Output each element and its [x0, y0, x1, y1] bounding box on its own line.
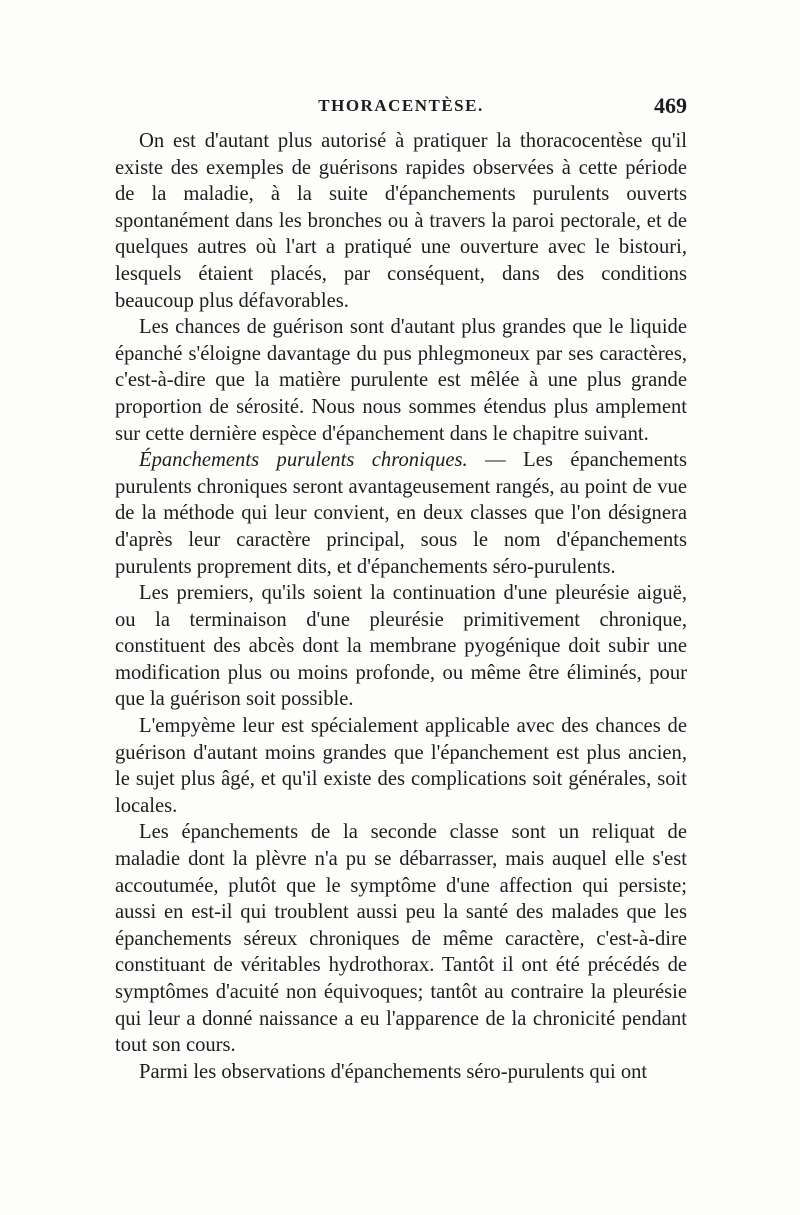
paragraph-3-text: — Les épanchements purulents chroniques seront avantageusement rangés, au point de vue de la méthode qui leur convient, en deux classes que l'on désignera d'après leur caractère principal, sous le nom d'épanchements purulents proprement dits, et d'épanchements séro-purulents. [115, 449, 687, 578]
page-number: 469 [654, 93, 687, 118]
paragraph-6: Les épanchements de la seconde classe sont un reliquat de maladie dont la plèvre n'a pu se débarrasser, mais auquel elle s'est accoutumée, plutôt que le symptôme d'une affection qui persiste; aussi en est-il qui troublent aussi peu la santé des malades que les épanchements séreux chroniques de même caractère, c'est-à-dire constituant de véritables hydrothorax. Tantôt il ont été précédés de symptômes d'acuité non équivoques; tantôt au contraire la pleurésie qui leur a donné naissance a eu l'apparence de la chronicité pendant tout son cours. [115, 821, 687, 1057]
paragraph-3 [115, 447, 687, 580]
body-text [115, 128, 687, 1085]
section-heading: Épanchements purulents chroniques. [139, 449, 468, 472]
page-header [115, 93, 687, 126]
paragraph-2: Les chances de guérison sont d'autant plus grandes que le liquide épanché s'éloigne davantage du pus phlegmoneux par ses caractères, c'est-à-dire que la matière purulente est mêlée à une plus grande proportion de sérosité. Nous nous sommes étendus plus amplement sur cette dernière espèce d'épanchement dans le chapitre suivant. [115, 316, 687, 445]
paragraph-1: On est d'autant plus autorisé à pratiquer la thoracocentèse qu'il existe des exemples de guérisons rapides observées à cette période de la maladie, à la suite d'épanchements purulents ouverts spontanément dans les bronches ou à travers la paroi pectorale, et de quelques autres où l'art a pratiqué une ouverture avec le bistouri, lesquels étaient placés, par conséquent, dans des conditions beaucoup plus défavorables. [115, 130, 687, 312]
paragraph-4: Les premiers, qu'ils soient la continuation d'une pleurésie aiguë, ou la terminaison d'une pleurésie primitivement chronique, constituent des abcès dont la membrane pyogénique doit subir une modification plus ou moins profonde, ou même être éliminés, pour que la guérison soit possible. [115, 582, 687, 711]
running-title: THORACENTÈSE. [318, 96, 484, 115]
paragraph-7: Parmi les observations d'épanchements séro-purulents qui ont [139, 1060, 648, 1083]
paragraph-5: L'empyème leur est spécialement applicable avec des chances de guérison d'autant moins grandes que l'épanchement est plus ancien, le sujet plus âgé, et qu'il existe des complications soit générales, soit locales. [115, 715, 687, 817]
